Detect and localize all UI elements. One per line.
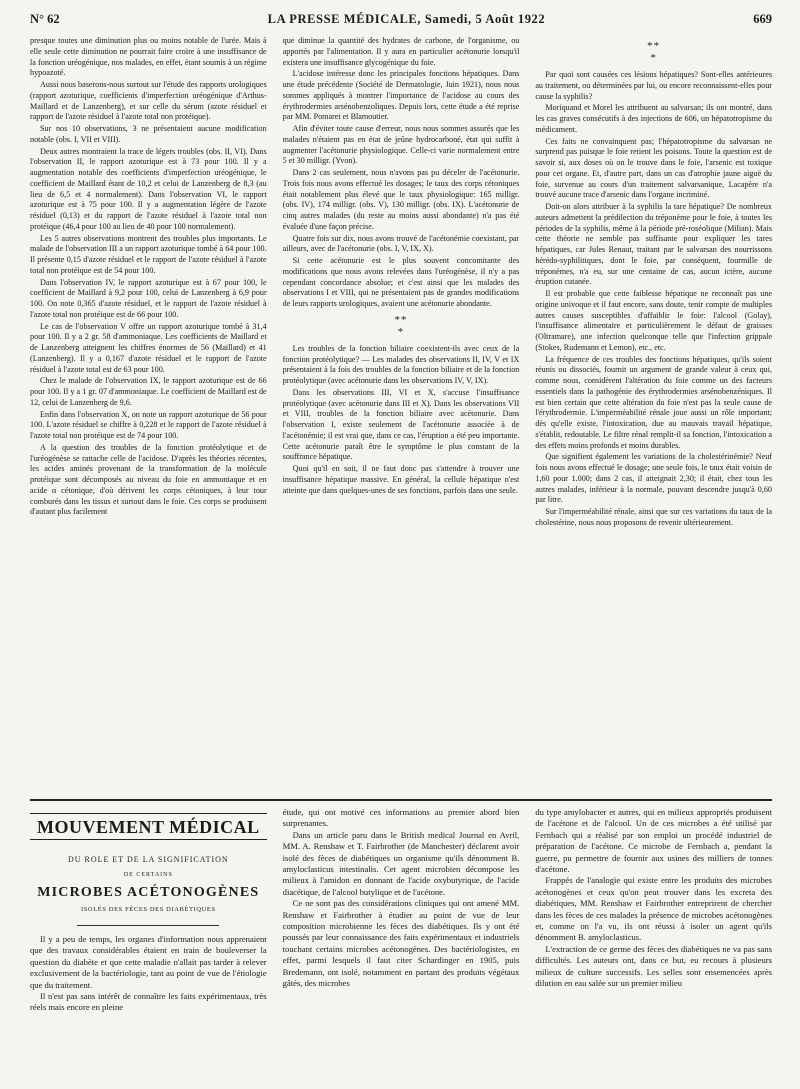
bottom-column-3 (535, 807, 772, 1089)
paragraph: Aussi nous baserons-nous surtout sur l'étude des rapports urologiques (rapport azoturique, coefficients d'imperfection uréogénique d'Arthus-Maillard et de Lanzenberg), et sur celle du sérum (azote résiduel et rapport de l'azote résiduel à l'azote total non protéique). (30, 80, 267, 122)
paragraph: Il est probable que cette faiblesse hépatique ne reconnaît pas une origine univoque et il faut encore, sans doute, tenir compte de multiples autres causes susceptibles d'affaiblir le foie: l'alcool (Golay), l'insuffisance alimentaire et particulièrement le défaut de graisses (Oltramare), une infection quelconque telle que l'infection grippale (Stokes, Rudemann et Lemon), etc., etc. (535, 289, 772, 352)
paragraph: Que signifient également les variations de la cholestérinémie? Neuf fois nous avons effectué le dosage; une seule fois, le taux était voisin de 1,60 pour 1.000; dans 2 cas, il atteignait 2,30; il était, chez tous les autres malades, inférieur à la normale, pouvant descendre jusqu'à 0,60 par litre. (535, 452, 772, 505)
paragraph: Frappés de l'analogie qui existe entre les produits des microbes acétonogènes et ceux qu'on peut trouver dans les excreta des diabétiques, MM. Renshaw et Fairbrother entreprirent de chercher dans les fèces de ces malades la présence de microbes acétonogènes et, comme on l'a vu, ils ont réussi à isoler un agent qu'ils dénomment B. amyloclasticus. (535, 875, 772, 943)
paragraph: Quoi qu'il en soit, il ne faut donc pas s'attendre à trouver une insuffisance hépatique massive. En général, la cellule hépatique n'est atteinte que dans quelques-unes de ses fonctions, parfois dans une seule. (282, 464, 520, 495)
paragraph: Chez le malade de l'observation IX, le rapport azoturique est de 66 pour 100. Il y a 1 gr. 07 d'ammoniaque. Le coefficient de Maillard est de 12, celui de Lanzenberg de 9,6. (30, 376, 267, 407)
paragraph: Par quoi sont causées ces lésions hépatiques? Sont-elles antérieures au traitement, ou déterminées par lui, ou encore reconnaissent-elles pour cause la syphilis? (535, 70, 772, 101)
top-column-2 (283, 36, 520, 791)
paragraph: Quatre fois sur dix, nous avons trouvé de l'acétonémie coexistant, par ailleurs, avec de l'acétonurie (obs. I, V, IX, X). (282, 233, 520, 254)
paragraph: du type amylobacter et autres, qui en milieux appropriés produisent de l'acétone et de l'alcool. Un de ces microbes a été utilisé par Fernbach qui a réalisé par son emploi un procédé industriel de préparation de l'acétone. Ce microbe de Fernbach a, pendant la guerre, pu permettre de fournir aux usines des milliers de tonnes d'acétone. (535, 807, 772, 875)
paragraph: Enfin dans l'observation X, on note un rapport azoturique de 56 pour 100. L'azote résiduel se chiffre à 0,228 et le rapport de l'azote résiduel à l'azote total non protéique est de 74 pour 100. (30, 409, 267, 440)
paragraph: Doit-on alors attribuer à la syphilis la tare hépatique? De nombreux auteurs admettent la prédilection du tréponème pour le foie, à toutes les périodes de la syphilis, même à la période pré-roséolique (Milian). Mais cette théorie ne semble pas suffisante pour expliquer les tares hépatiques, car Jules Renaut, traitant par le salvarsan des nourrissons hérédo-syphilitiques, dont le foie, par conséquent, fourmille de tréponèmes, n'a eu, sur une centaine de cas, aucun ictère, aucune éruption cutanée. (535, 202, 772, 287)
section-separator-stars: ** * (647, 40, 661, 64)
paragraph: Sur nos 10 observations, 3 ne présentaient aucune modification notable (obs. I, VII et VIII). (30, 124, 267, 144)
paragraph: Il y a peu de temps, les organes d'information nous apprenaient que des travaux considérables étaient en train de bouleverser la question du diabète et que cette maladie n'allait pas tarder à relever exclusivement de la bactériologie, tant au point de vue de l'étiologie que du traitement. (30, 934, 267, 990)
mouvement-medical-heading (30, 813, 267, 926)
paragraph: Les 5 autres observations montrent des troubles plus importants. Le malade de l'observation III a un rapport azoturique tombé à 64 pour 100. Il présente 0,15 d'azote résiduel et le rapport de l'azote résiduel à l'azote total non protéique est de 54 pour 100. (30, 233, 267, 275)
paragraph: Les troubles de la fonction biliaire coexistent-ils avec ceux de la fonction protéolytique? — Les malades des observations II, IV, V et IX présentaient à la fois des troubles de la fonction biliaire et de la fonction protéolytique (avec acétonurie dans les observations IV, V, IX). (282, 343, 520, 385)
paragraph: Ce ne sont pas des considérations cliniques qui ont amené MM. Renshaw et Fairbrother à étudier au point de vue de leur composition microbienne les fèces des diabétiques. Ils y ont été poussés par leur connaissance des faits expérimentaux et industriels touchant certains microbes acétonogènes. Des bactériologistes, en effet, parmi lesquels il faut citer Schardinger en 1905, puis Bredemann, ont isolé, notamment en partant des produits végétaux gâtés, des microbes (282, 898, 520, 989)
paragraph: Dans 2 cas seulement, nous n'avons pas pu déceler de l'acétonurie. Trois fois nous avons effectué les dosages; le taux des corps cétoniques était notablement plus élevé que le taux physiologique: 165 milligr. (obs. IV), 174 milligr. (obs. V), 130 milligr. (obs. IX). L'acétonurie de cinq autres malades (du reste au moins aussi abondante) n'a pas été évaluée d'une façon précise. (282, 168, 520, 231)
page-header (30, 12, 772, 34)
paragraph: L'acidose intéresse donc les principales fonctions hépatiques. Dans une étude précédente (Société de Dermatologie, Juin 1921), nous nous sommes appliqués à montrer l'importance de l'acidose au cours des érythrodermies arsénobenzoliques. Depuis lors, cette étude a été reprise par MM. Pomaret et Blamoutier. (282, 69, 520, 122)
paragraph: que diminue la quantité des hydrates de carbone, de l'organisme, ou apportés par l'alimentation. Il y aura en particulier acétonurie lorsqu'il existera une insuffisance glycogénique du foie. (282, 36, 520, 67)
paragraph: Afin d'éviter toute cause d'erreur, nous nous sommes assurés que les malades n'étaient pas en état de jeûne hydrocarboné, état qui suffit à augmenter l'acétonurie physiologique. Celle-ci varie normalement entre 5 et 30 milligr. (Yvon). (282, 124, 520, 166)
section-separator-stars: ** * (394, 313, 408, 338)
paragraph: Deux autres montraient la trace de légers troubles (obs. II, VI). Dans l'observation II, le rapport azoturique est à 73 pour 100. Il y a augmentation notable des coefficients d'imperfection uréogénique, le coefficient de Maillard étant de 10,2 et celui de Lanzenberg de 8,3 (au lieu de 6,5 et 4 normalement). Dans l'observation VI, le rapport azoturique est à 75 pour 100. Il y a augmentation légère de l'azote résiduel (0,13) et du rapport de l'azote résiduel à l'azote total non protéique (46,4 pour 100 au lieu de 40 pour 100 normalement). (30, 146, 267, 231)
article-title: MICROBES ACÉTONOGÈNES (37, 885, 260, 901)
paragraph: Moriquand et Morel les attribuent au salvarsan; ils ont montré, dans les cas graves consécutifs à des injections de 606, un hépatotropisme du médicament. (535, 103, 772, 134)
page-number: 669 (753, 12, 772, 26)
article-bottom (30, 807, 772, 1089)
issue-number: N° 62 (30, 12, 60, 26)
paragraph: Sur l'imperméabilité rénale, ainsi que sur ces variations du taux de la cholestérine, nous nous proposons de revenir ultérieurement. (535, 507, 772, 527)
paragraph: La fréquence de ces troubles des fonctions hépatiques, qu'ils soient réunis ou dissociés, fournit un argument de grande valeur à ceux qui, comme nous, considèrent l'altération du foie comme un des facteurs essentiels dans la pathogénie des érythrodermies arsénobenzéniques. Il est bien certain que cette altération du foie n'est pas la seule cause de l'érythrodermie. L'imperméabilité rénale joue aussi un rôle important; dès qu'elle existe, l'intoxication, due au mauvais travail hépatique, s'établit, redoutable. Le filtre rénal remplit-il sa fonction, l'intoxication a des effets moins profonds et moins durables. (535, 354, 772, 450)
article-subtitle: DU ROLE ET DE LA SIGNIFICATION (67, 855, 229, 865)
article-top (30, 36, 772, 791)
paragraph: Dans l'observation IV, le rapport azoturique est à 67 pour 100, le coefficient de Maillard à 9,2 pour 100, celui de Lanzenberg à 6,9 pour 100. On note 0,365 d'azote résiduel, et le rapport de l'azote résiduel à l'azote total non protéique est de 66 pour 100. (30, 277, 267, 319)
journal-title: LA PRESSE MÉDICALE, Samedi, 5 Août 1922 (267, 12, 546, 26)
top-column-1 (30, 36, 267, 791)
paragraph: étude, qui ont motivé ces informations au premier abord bien surprenantes. (282, 807, 520, 829)
paragraph: Le cas de l'observation V offre un rapport azoturique tombé à 31,4 pour 100. Il y a 2 gr. 58 d'ammoniaque. Les coefficients de Maillard et de Lanzenberg atteignent les chiffres énormes de 56 (Maillard) et 41 (Lanzenberg). Il y a 0,167 d'azote résiduel et le rapport de l'azote résiduel à l'azote total est de 63 pour 100. (30, 321, 267, 374)
paragraph: Dans un article paru dans le British medical Journal en Avril, MM. A. Renshaw et T. Fairbrother (de Manchester) déclarent avoir isolé des fèces de diabétiques un organisme qu'ils dénomment B. amyloclasticus intestinalis. Cet agent microbien décompose les milieux à l'amidon en donnant de l'acide oxybutyrique, de l'acide diacétique, de l'alcool butylique et de l'acétone. (282, 829, 520, 897)
paragraph: A la question des troubles de la fonction protéolytique et de l'uréogénèse se rattache celle de l'acidose. D'après les théories récentes, les acides aminés provenant de la transformation de la molécule protéique sont décomposés au niveau du foie en ammoniaque et en acide α cétonique, d'où dérivent les corps cétoniques, à leur tour comburés dans les tissus et surtout dans le foie. Ces corps se produisent d'autant plus facilement (30, 442, 267, 517)
section-divider (30, 799, 772, 801)
bottom-column-2 (283, 807, 520, 1089)
bottom-column-1 (30, 807, 267, 1089)
section-title-box (30, 813, 267, 840)
paragraph: Dans les observations III, VI et X, s'accuse l'insuffisance protéolytique (avec acétonurie dans III et X). Dans les observations VII et VIII, troubles de la fonction biliaire avec acétonurie. Dans l'observation I, existe seulement de l'acétonurie associée à de l'acétonémie; il est vrai que, dans ce cas, l'éruption a été peu importante. Cette acétonurie paraît être le symptôme le plus constant de la souffrance hépatique. (282, 387, 520, 462)
short-rule (77, 925, 219, 926)
section-title: MOUVEMENT MÉDICAL (36, 817, 260, 837)
paragraph: Si cette acétonurie est le plus souvent concomitante des modifications que nous avons relevées dans l'uréogénèse, il n'y a pas cependant concordance absolue; et c'est ainsi que les malades des observations I et VIII, qui ne présentaient pas de grandes modifications de leurs rapports urologiques, avaient une acétonurie abondante. (282, 256, 520, 308)
paragraph: Ces faits ne convainquent pas; l'hépatotropisme du salvarsan ne surprend pas puisque le foie retient les poisons. Toute la question est de savoir si, aux doses où on le trouve dans le foie, l'arsenic est toxique pour cet organe. Et, d'autre part, dans un cas d'atrophie jaune aiguë du foie, survenue au cours d'un traitement salvarsanique, Lacapère n'a trouvé aucune trace d'arsenic dans l'organe incriminé. (535, 136, 772, 200)
paragraph: Il n'est pas sans intérêt de connaître les faits expérimentaux, très réels mais encore en pleine (30, 991, 267, 1013)
paragraph: L'extraction de ce germe des fèces des diabétiques ne va pas sans difficultés. Les auteurs ont, dans ce but, eu recours à plusieurs milieux de culture successifs. Les selles sont ensemencées après dilution en eau salée sur un premier milieu (535, 943, 772, 989)
top-column-3 (535, 36, 772, 791)
paragraph: presque toutes une diminution plus ou moins notable de l'urée. Mais à elle seule cette diminution ne pourrait faire croire à une insuffisance de la fonction uréogénique, nos malades, en effet, étant soumis à un régime hypoazoté. (30, 36, 267, 78)
article-subtitle-small: ISOLÉS DES FÈCES DES DIABÉTIQUES (80, 905, 216, 913)
article-subtitle-small: DE CERTAINS (123, 871, 173, 878)
